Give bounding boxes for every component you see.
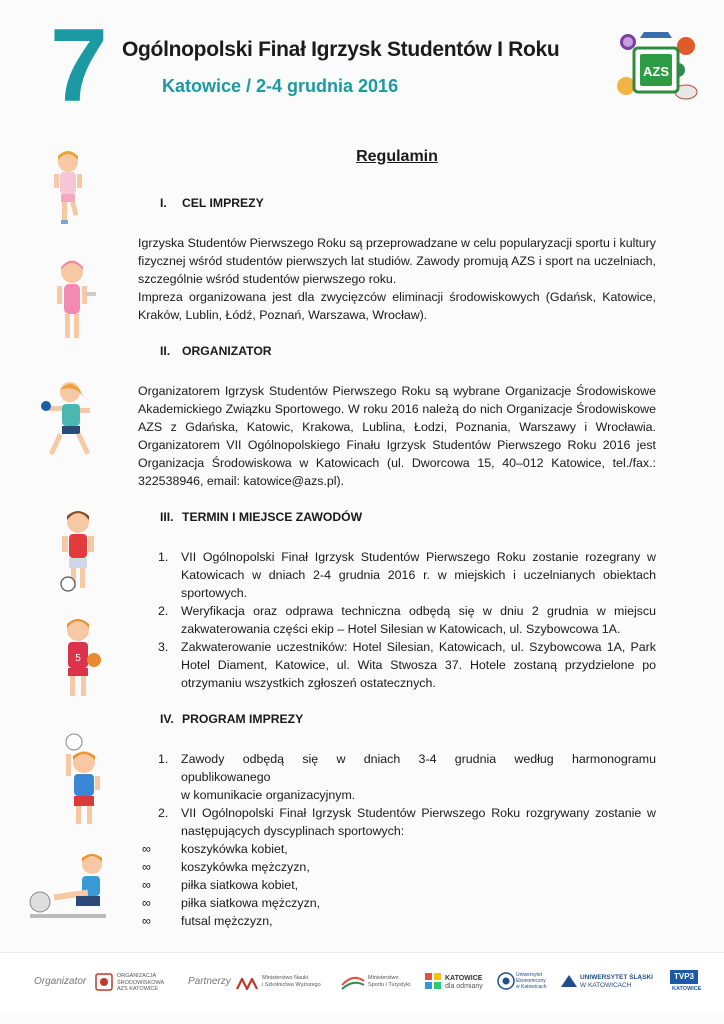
list-item: ∞ piłka siatkowa mężczyzn, xyxy=(142,896,321,910)
us-katowice-logo xyxy=(560,973,578,994)
katowice-city-logo xyxy=(424,971,442,996)
ministry-science-name: Ministerstwo Nauki i Szkolnictwa Wyższego xyxy=(262,975,321,988)
basketball-player-illustration xyxy=(40,616,104,702)
paragraph: Organizatorem Igrzysk Studentów Pierwszego Roku są wybrane Organizacje Środowiskowe Akademickiego Związku Sportowego. W roku 2016 należą do nich Organizacje Środowiskowe AZS z Gdańska, Katowic, Krakowa, Lublina, Łodzi, Poznania, Warszawy i Wrocławia. Organizatorem VII Ogólnopolskiego Finału Igrzysk Studentów Pierwszego Roku 2016 jest Organizacja Środowiskowa w Katowicach (ul. Dworcowa 15, 40–012 Katowice, tel./fax.: 322538946, email: katowice@azs.pl). xyxy=(138,384,656,488)
section-title: ORGANIZATOR xyxy=(182,344,272,358)
section-number: IV. xyxy=(160,712,174,726)
list-item: ∞ koszykówka mężczyzn, xyxy=(142,860,310,874)
section-number: I. xyxy=(160,196,167,210)
edition-number: 7 xyxy=(50,8,106,124)
paragraph: Impreza organizowana jest dla zwycięzców eliminacji środowiskowych (Gdańsk, Katowice, Kraków, Lublin, Łódź, Poznań, Warszawa, Wrocław). xyxy=(138,290,656,322)
swimmer-illustration xyxy=(40,258,104,344)
list-item: 3. Zakwaterowanie uczestników: Hotel Silesian, Katowicach, ul. Szybowcowa 1A, Park Hotel Diament, Katowice, ul. Wita Stwosza 37. Hotele zostaną przydzielone po otrzymaniu wszystkich zgłoszeń ostatecznych. xyxy=(158,640,656,690)
tvp3-logo: TVP3 xyxy=(670,970,698,984)
section-title: CEL IMPREZY xyxy=(182,196,264,210)
section-number: II. xyxy=(160,344,171,358)
section-heading xyxy=(160,710,656,728)
document-body xyxy=(138,148,656,930)
list-item: ∞ koszykówka kobiet, xyxy=(142,842,288,856)
numbered-list xyxy=(158,750,656,840)
tvp3-region: KATOWICE xyxy=(672,986,702,992)
azs-katowice-logo xyxy=(95,973,113,996)
azs-logo-text: AZS xyxy=(643,64,669,79)
section-heading xyxy=(160,342,656,360)
disciplines-list xyxy=(138,840,656,930)
list-item-continuation: w komunikacie organizacyjnym. xyxy=(181,788,356,802)
partners-label: Partnerzy xyxy=(188,976,231,987)
event-title: Ogólnopolski Finał Igrzysk Studentów I Roku xyxy=(122,38,560,61)
sports-logo-cluster xyxy=(614,28,698,108)
section-title: TERMIN I MIEJSCE ZAWODÓW xyxy=(182,510,363,524)
volleyball-player-illustration xyxy=(40,732,104,830)
list-item: ∞ piłka siatkowa kobiet, xyxy=(142,878,299,892)
numbered-list xyxy=(158,548,656,692)
section-number: III. xyxy=(160,510,174,524)
katowice-city-name: KATOWICE dla odmiany xyxy=(445,975,483,990)
paragraph: Igrzyska Studentów Pierwszego Roku są przeprowadzane w celu popularyzacji sportu i kultury fizycznej wśród studentów pierwszych lat studiów. Zawody promują AZS i sport na uczelniach, szczególnie wśród studentów pierwszego roku. xyxy=(138,236,656,286)
ministry-science-logo xyxy=(236,977,258,995)
section-title: PROGRAM IMPREZY xyxy=(182,712,304,726)
svg-text:5: 5 xyxy=(75,653,81,664)
runner-girl-illustration xyxy=(40,150,104,228)
list-item: 1. Zawody odbędą się w dniach 3-4 grudnia według harmonogramu opublikowanego xyxy=(158,752,656,784)
sponsors-footer xyxy=(0,952,724,1012)
ministry-sport-name: Ministerstwo Sportu i Turystyki xyxy=(368,975,411,988)
list-item: 1. VII Ogólnopolski Finał Igrzysk Studentów Pierwszego Roku zostanie rozegrany w Katowicach w dniach 2-4 grudnia 2016 r. w miejskich i uczelnianych obiektach sportowych. xyxy=(158,550,656,600)
organizer-label: Organizator xyxy=(34,976,87,987)
us-katowice-name: UNIWERSYTET ŚLĄSKI W KATOWICACH xyxy=(580,974,653,989)
event-subtitle: Katowice / 2-4 grudnia 2016 xyxy=(162,76,399,96)
section-heading xyxy=(160,508,656,526)
ue-katowice-logo xyxy=(497,972,515,995)
ue-katowice-name: Uniwersytet Ekonomiczny w Katowicach xyxy=(516,972,547,990)
list-item: 2. Weryfikacja oraz odprawa techniczna odbędą się w dniu 2 grudnia w miejscu zakwaterowania części ekip – Hotel Silesian w Katowicach, ul. Szybowcowa 1A. xyxy=(158,604,656,636)
list-item: ∞ futsal mężczyzn, xyxy=(142,914,273,928)
section-heading xyxy=(160,194,656,212)
document-title: Regulamin xyxy=(356,148,438,165)
rowing-illustration xyxy=(26,852,106,926)
table-tennis-player-illustration xyxy=(40,380,104,462)
list-item: 2. VII Ogólnopolski Finał Igrzysk Studentów Pierwszego Roku rozgrywany zostanie w następujących dyscyplinach sportowych: xyxy=(158,806,656,838)
ministry-sport-logo xyxy=(340,973,366,996)
organizer-name: ORGANIZACJA ŚRODOWISKOWA AZS KATOWICE xyxy=(117,973,165,992)
football-player-illustration xyxy=(40,508,104,594)
